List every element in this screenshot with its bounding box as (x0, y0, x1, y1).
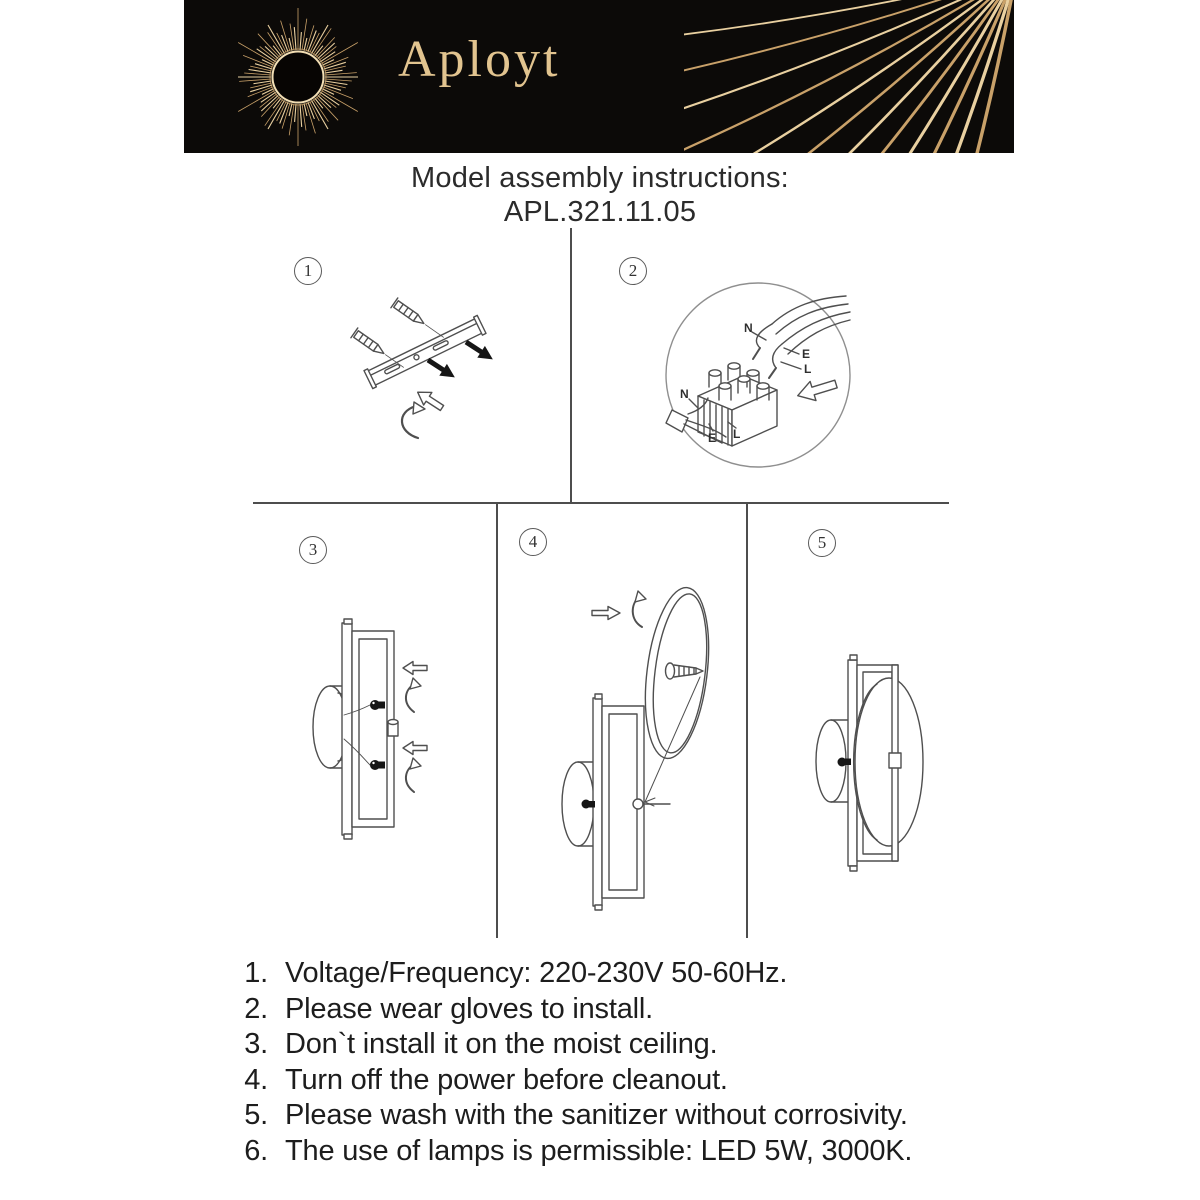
model-number: APL.321.11.05 (503, 196, 697, 228)
diffuser-disc (637, 584, 718, 762)
item-text: Turn off the power before cleanout. (285, 1063, 728, 1096)
list-item (232, 956, 1042, 992)
push-arrow-icon (403, 742, 427, 755)
rotate-arrow-icon (402, 402, 425, 438)
lamp-frame (342, 619, 398, 839)
step-2-diagram (620, 280, 850, 480)
turn-arrow-icon (633, 591, 646, 627)
list-item (232, 1063, 1042, 1099)
item-number: 6. (244, 1134, 268, 1167)
turn-arrow-icon (406, 758, 421, 792)
item-text: Please wear gloves to install. (285, 992, 653, 1025)
step-4-badge (519, 528, 547, 556)
item-text: The use of lamps is permissible: LED 5W, 3000K. (285, 1134, 913, 1167)
wall-anchor (391, 298, 447, 342)
wire-label-l: L (804, 362, 812, 376)
divider-vertical-4-5 (746, 504, 748, 938)
step-5-badge (808, 529, 836, 557)
item-text: Please wash with the sanitizer without corrosivity. (285, 1099, 908, 1131)
decorative-rays-icon (684, 0, 1014, 153)
step-3-number: 3 (308, 540, 318, 559)
screw-arrow-icon (592, 607, 620, 620)
list-item (232, 1098, 1042, 1134)
instruction-list (232, 956, 1042, 1169)
page-title: Model assembly instructions: (411, 162, 789, 194)
divider-horizontal (253, 502, 949, 504)
brand-name: Aployt (398, 31, 561, 88)
list-item (232, 1134, 1042, 1170)
item-number: 1. (244, 957, 268, 989)
step-1-number: 1 (303, 261, 313, 280)
step-4-diagram (550, 580, 730, 920)
wire-label-e2: E (708, 431, 717, 445)
item-text: Voltage/Frequency: 220-230V 50-60Hz. (285, 957, 788, 989)
step-1-diagram (330, 290, 530, 460)
step-5-number: 5 (817, 533, 827, 552)
step-2-number: 2 (628, 261, 638, 280)
sunburst-logo-icon (228, 5, 368, 148)
step-3-diagram (300, 615, 450, 885)
title-block (0, 161, 1200, 229)
item-number: 4. (244, 1063, 268, 1096)
fixing-screw (370, 700, 385, 710)
connect-arrow-icon (795, 374, 839, 405)
sunburst-core (274, 53, 322, 101)
divider-vertical-3-4 (496, 504, 498, 938)
item-number: 3. (244, 1028, 268, 1060)
brand-banner (184, 0, 1014, 153)
turn-arrow-icon (406, 678, 421, 712)
wire-label-n2: N (680, 387, 689, 401)
list-item (232, 1027, 1042, 1063)
divider-vertical-top (570, 228, 572, 503)
push-arrow-icon (403, 662, 427, 675)
step-3-badge (299, 536, 327, 564)
item-number: 5. (244, 1099, 268, 1131)
list-item (232, 992, 1042, 1028)
fixing-screw (370, 760, 385, 770)
item-text: Don`t install it on the moist ceiling. (285, 1028, 718, 1060)
wire-label-e: E (802, 347, 811, 361)
supply-wires (753, 296, 850, 378)
wire-label-n: N (744, 321, 753, 335)
item-number: 2. (244, 992, 268, 1025)
step-4-number: 4 (528, 532, 538, 551)
step-1-badge (294, 257, 322, 285)
step-5-diagram (805, 650, 935, 880)
wire-label-l2: L (733, 427, 741, 441)
